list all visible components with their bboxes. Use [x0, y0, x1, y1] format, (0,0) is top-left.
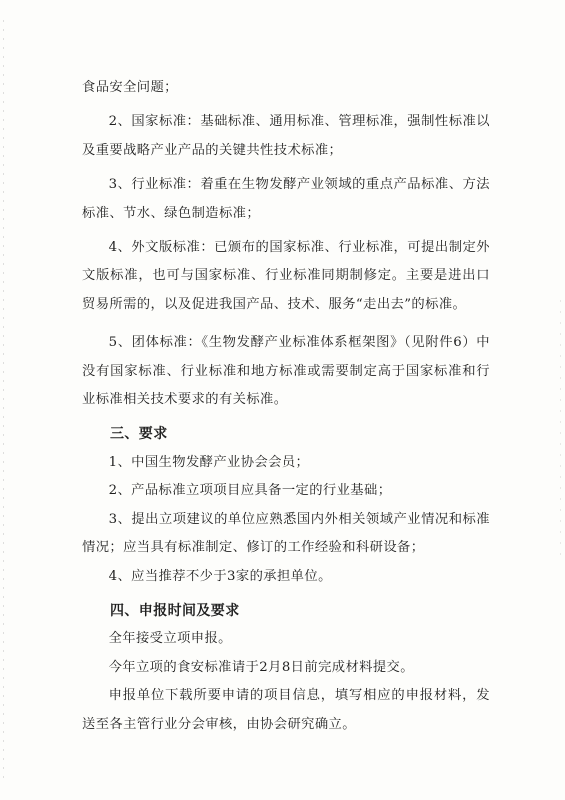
paragraph-industry-standard: 3、行业标准：着重在生物发酵产业领域的重点产品标准、方法标准、节水、绿色制造标准； [82, 177, 490, 221]
requirement-item-3: 3、提出立项建议的单位应熟悉国内外相关领域产业情况和标准情况；应当具有标准制定、修订的工作经验和科研设备； [82, 511, 490, 556]
scan-edge-left [3, 20, 4, 780]
application-item-3: 申报单位下载所要申请的项目信息，填写相应的申报材料，发送至各主管行业分会审核，由协会研究确立。 [82, 688, 490, 732]
requirement-item-1: 1、中国生物发酵产业协会会员； [108, 454, 310, 470]
document-body [82, 74, 490, 739]
scan-edge-right [560, 300, 561, 560]
paragraph-group-standard: 5、团体标准：《生物发酵产业标准体系框架图》（见附件6）中没有国家标准、行业标准和地方标准或需要制定高于国家标准和行业标准相关技术要求的有关标准。 [82, 335, 490, 408]
application-item-2: 今年立项的食安标准请于2月8日前完成材料提交。 [108, 659, 414, 675]
requirement-item-4: 4、应当推荐不少于3家的承担单位。 [108, 568, 332, 584]
paragraph-foreign-version-standard: 4、外文版标准：已颁布的国家标准、行业标准，可提出制定外文版标准，也可与国家标准、行业标准同期制修定。主要是进出口贸易所需的，以及促进我国产品、技术、服务“走出去”的标准。 [82, 240, 490, 312]
application-item-1: 全年接受立项申报。 [108, 631, 232, 647]
requirement-item-2: 2、产品标准立项项目应具备一定的行业基础； [108, 483, 392, 499]
paragraph-food-safety: 食品安全问题； [82, 80, 178, 95]
section-heading-application-time: 四、申报时间及要求 [110, 602, 240, 619]
section-heading-requirements: 三、要求 [110, 426, 168, 443]
paragraph-national-standard: 2、国家标准：基础标准、通用标准、管理标准，强制性标准以及重要战略产业产品的关键共性技术标准； [82, 114, 490, 158]
